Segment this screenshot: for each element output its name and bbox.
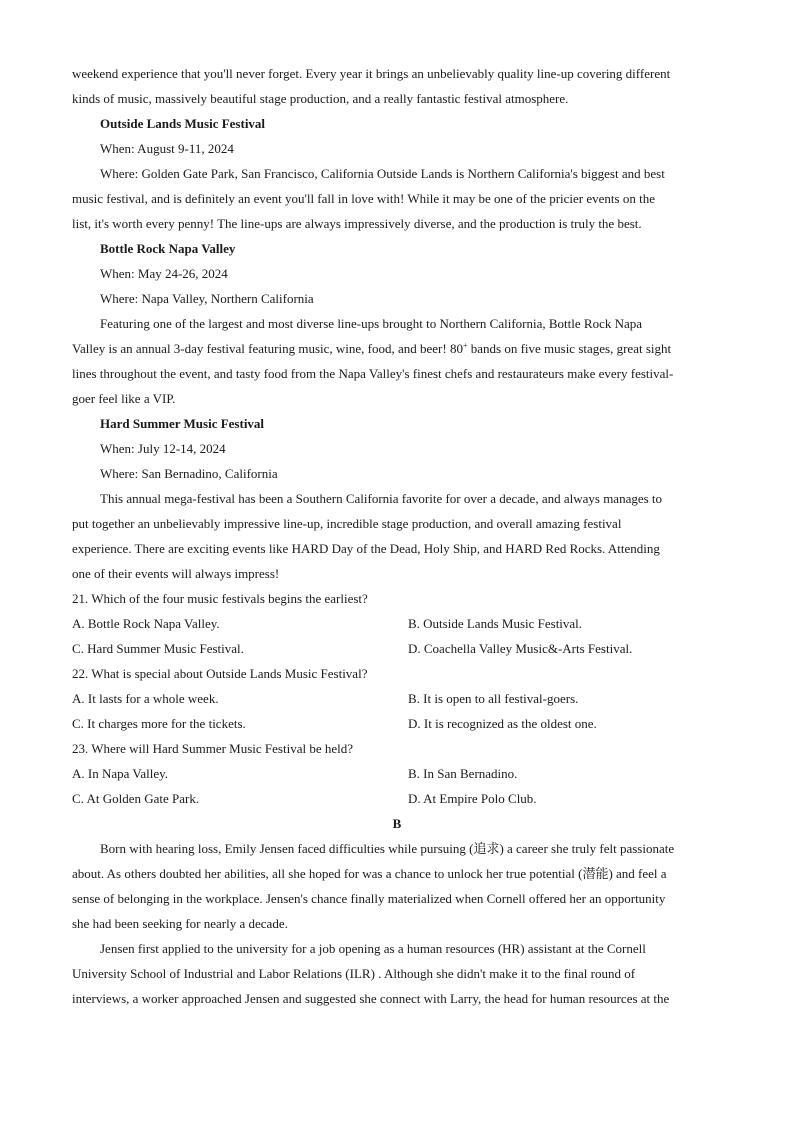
festival-where: Where: San Bernadino, California [100, 466, 278, 481]
section-heading: B [392, 816, 402, 831]
paragraph-line: University School of Industrial and Labor Relations (ILR) . Although she didn't make it to the final round of [72, 966, 636, 981]
question-stem: 23. Where will Hard Summer Music Festival be held? [72, 741, 354, 756]
paragraph-line: she had been seeking for nearly a decade. [72, 916, 288, 931]
intro-line: kinds of music, massively beautiful stage production, and a really fantastic festival atmosphere. [72, 91, 569, 106]
option-row [72, 686, 722, 711]
option-c: C. Hard Summer Music Festival. [72, 641, 244, 656]
paragraph-line: Jensen first applied to the university for a job opening as a human resources (HR) assistant at the Cornell [100, 941, 646, 956]
festival-desc-line: Featuring one of the largest and most diverse line-ups brought to Northern California, Bottle Rock Napa [100, 316, 643, 331]
paragraph-line: sense of belonging in the workplace. Jensen's chance finally materialized when Cornell offered her an opportunity [72, 891, 666, 906]
option-row [72, 611, 722, 636]
festival-title: Bottle Rock Napa Valley [100, 241, 236, 256]
paragraph-line: interviews, a worker approached Jensen and suggested she connect with Larry, the head for human resources at the [72, 991, 670, 1006]
option-b: B. Outside Lands Music Festival. [408, 616, 583, 631]
festival-title: Outside Lands Music Festival [100, 116, 266, 131]
question-stem: 22. What is special about Outside Lands Music Festival? [72, 666, 368, 681]
festival-desc-line: lines throughout the event, and tasty food from the Napa Valley's finest chefs and restaurateurs make every festival- [72, 366, 674, 381]
option-d: D. Coachella Valley Music&-Arts Festival. [408, 641, 633, 656]
festival-when: When: August 9-11, 2024 [100, 141, 234, 156]
festival-desc-line: put together an unbelievably impressive line-up, incredible stage production, and overall amazing festival [72, 516, 622, 531]
festival-desc-line: music festival, and is definitely an event you'll fall in love with! While it may be one of the pricier events on the [72, 191, 655, 206]
festival-desc-line: one of their events will always impress! [72, 566, 280, 581]
option-d: D. It is recognized as the oldest one. [408, 716, 597, 731]
paragraph-line: about. As others doubted her abilities, all she hoped for was a chance to unlock her true potential (潜能) and feel a [72, 866, 667, 881]
option-row [72, 636, 722, 661]
festival-desc-line: Valley is an annual 3-day festival featuring music, wine, food, and beer! 80+ bands on five music stages, great sight [72, 341, 672, 356]
option-row [72, 786, 722, 811]
option-row [72, 761, 722, 786]
paragraph-line: Born with hearing loss, Emily Jensen faced difficulties while pursuing (追求) a career she truly felt passionate [100, 841, 675, 856]
festival-when: When: May 24-26, 2024 [100, 266, 228, 281]
option-c: C. At Golden Gate Park. [72, 791, 200, 806]
option-d: D. At Empire Polo Club. [408, 791, 537, 806]
intro-line: weekend experience that you'll never forget. Every year it brings an unbelievably quality line-up covering different [72, 66, 671, 81]
document-page [72, 61, 722, 1011]
option-a: A. Bottle Rock Napa Valley. [72, 616, 220, 631]
festival-desc-line: Where: Golden Gate Park, San Francisco, California Outside Lands is Northern California's biggest and best [100, 166, 665, 181]
festival-where: Where: Napa Valley, Northern California [100, 291, 314, 306]
option-a: A. It lasts for a whole week. [72, 691, 219, 706]
festival-desc-line: list, it's worth every penny! The line-ups are always impressively diverse, and the production is truly the best. [72, 216, 642, 231]
festival-desc-line: experience. There are exciting events like HARD Day of the Dead, Holy Ship, and HARD Red Rocks. Attending [72, 541, 660, 556]
option-c: C. It charges more for the tickets. [72, 716, 246, 731]
option-b: B. It is open to all festival-goers. [408, 691, 579, 706]
option-b: B. In San Bernadino. [408, 766, 518, 781]
festival-desc-line: This annual mega-festival has been a Southern California favorite for over a decade, and always manages to [100, 491, 663, 506]
festival-desc-line: goer feel like a VIP. [72, 391, 176, 406]
festival-when: When: July 12-14, 2024 [100, 441, 226, 456]
option-a: A. In Napa Valley. [72, 766, 169, 781]
question-stem: 21. Which of the four music festivals begins the earliest? [72, 591, 368, 606]
option-row [72, 711, 722, 736]
festival-title: Hard Summer Music Festival [100, 416, 265, 431]
